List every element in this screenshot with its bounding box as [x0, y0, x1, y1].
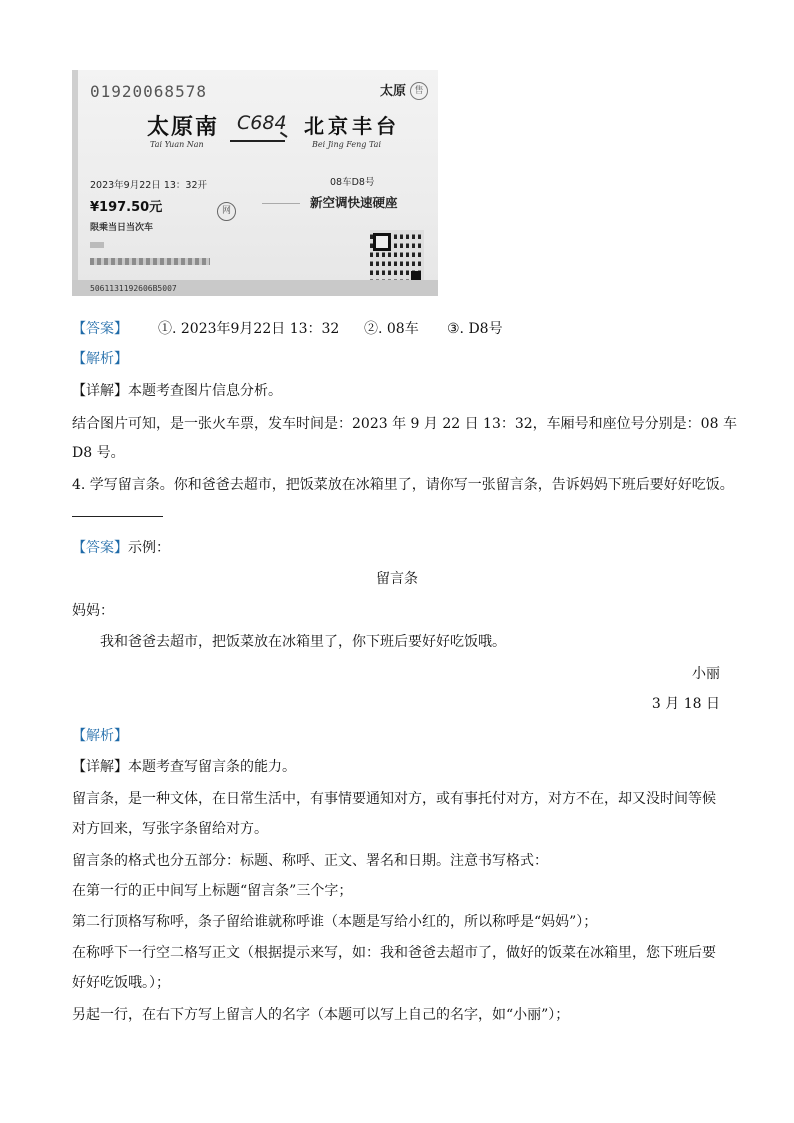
q4-line-3: 留言条的格式也分五部分：标题、称呼、正文、署名和日期。注意书写格式：: [72, 853, 548, 869]
note-body: 我和爸爸去超市，把饭菜放在冰箱里了，你下班后要好好吃饭哦。: [100, 634, 506, 650]
ticket-validity: 限乘当日当次车: [90, 223, 154, 233]
ticket-departure-time: 2023年9月22日 13：32开: [90, 180, 208, 191]
ticket-stamp-icon: 网: [217, 202, 236, 221]
q4-line-6: 在称呼下一行空二格写正文（根据提示来写，如：我和爸爸去超市了，做好的饭菜在冰箱里，您下班后要: [72, 945, 716, 961]
ticket-issue-city: 太原: [379, 84, 406, 99]
ticket-edge: [72, 70, 78, 296]
question-4: 4. 学写留言条。你和爸爸去超市，把饭菜放在冰箱里了，请你写一张留言条，告诉妈妈下班后要好好吃饭。: [72, 477, 734, 493]
note-signature: 小丽: [692, 666, 720, 682]
q4-detail-line: [72, 756, 296, 776]
arrow-right-icon: [230, 140, 285, 142]
q4-line-2: 对方回来，写张字条留给对方。: [72, 821, 268, 837]
ticket-seat-type: 新空调快速硬座: [310, 195, 398, 210]
ticket-from-station: 太原南: [147, 114, 220, 140]
q4-line-5: 第二行顶格写称呼，条子留给谁就称呼谁（本题是写给小红的，所以称呼是“妈妈”）；: [72, 914, 598, 930]
answer-item-1: ①. 2023年9月22日 13：32: [158, 321, 340, 337]
q4-detail-tag: 【详解】: [72, 759, 128, 775]
answer-item-2: ②. 08车: [364, 321, 419, 337]
answer-item-3: ③. D8号: [447, 321, 503, 337]
ticket-seal-icon: 售: [410, 82, 428, 100]
q4-answer-prefix: 示例：: [128, 540, 170, 556]
ticket-price: ¥197.50元: [90, 200, 163, 215]
q4-line-8: 另起一行，在右下方写上留言人的名字（本题可以写上自己的名字，如“小丽”）；: [72, 1007, 570, 1023]
q4-line-1: 留言条，是一种文体，在日常生活中，有事情要通知对方，或有事托付对方，对方不在，却又没时间等候: [72, 791, 716, 807]
train-ticket-image: [72, 70, 438, 296]
analysis-tag: 【解析】: [72, 351, 128, 367]
answer-blank-line: [72, 516, 163, 517]
ticket-to-pinyin: Bei Jing Feng Tai: [312, 140, 382, 149]
q4-line-7: 好好吃饭哦。）；: [72, 975, 170, 991]
q4-answer-tag: 【答案】: [72, 540, 128, 556]
ticket-divider: [262, 203, 300, 204]
explain-line-1: 结合图片可知，是一张火车票，发车时间是：2023 年 9 月 22 日 13：32，车厢号和座位号分别是：08 车: [72, 416, 737, 432]
ticket-from-pinyin: Tai Yuan Nan: [150, 140, 204, 149]
ticket-car-seat: 08车D8号: [330, 177, 375, 188]
q4-answer-line: [72, 537, 170, 557]
q4-line-4: 在第一行的正中间写上标题“留言条”三个字；: [72, 883, 353, 899]
q4-detail-text: 本题考查写留言条的能力。: [128, 759, 296, 775]
ticket-blurred-id: [90, 258, 210, 265]
ticket-to-station: 北京丰台: [304, 114, 400, 138]
note-title: 留言条: [376, 571, 418, 587]
detail-tag: 【详解】: [72, 383, 128, 399]
detail-text: 本题考查图片信息分析。: [128, 383, 282, 399]
ticket-blurred-text: [90, 242, 104, 248]
detail-line: [72, 380, 282, 400]
ticket-train-number: C684: [237, 112, 287, 134]
note-salutation: 妈妈：: [72, 603, 114, 619]
qr-code-icon: [370, 230, 424, 284]
note-date: 3 月 18 日: [651, 696, 720, 712]
explain-line-2: D8 号。: [72, 445, 125, 461]
q4-analysis-tag: 【解析】: [72, 728, 128, 744]
ticket-serial: 01920068578: [90, 82, 207, 101]
ticket-code: 5061131192606B5007: [90, 284, 177, 293]
answer-tag: 【答案】: [72, 321, 128, 337]
